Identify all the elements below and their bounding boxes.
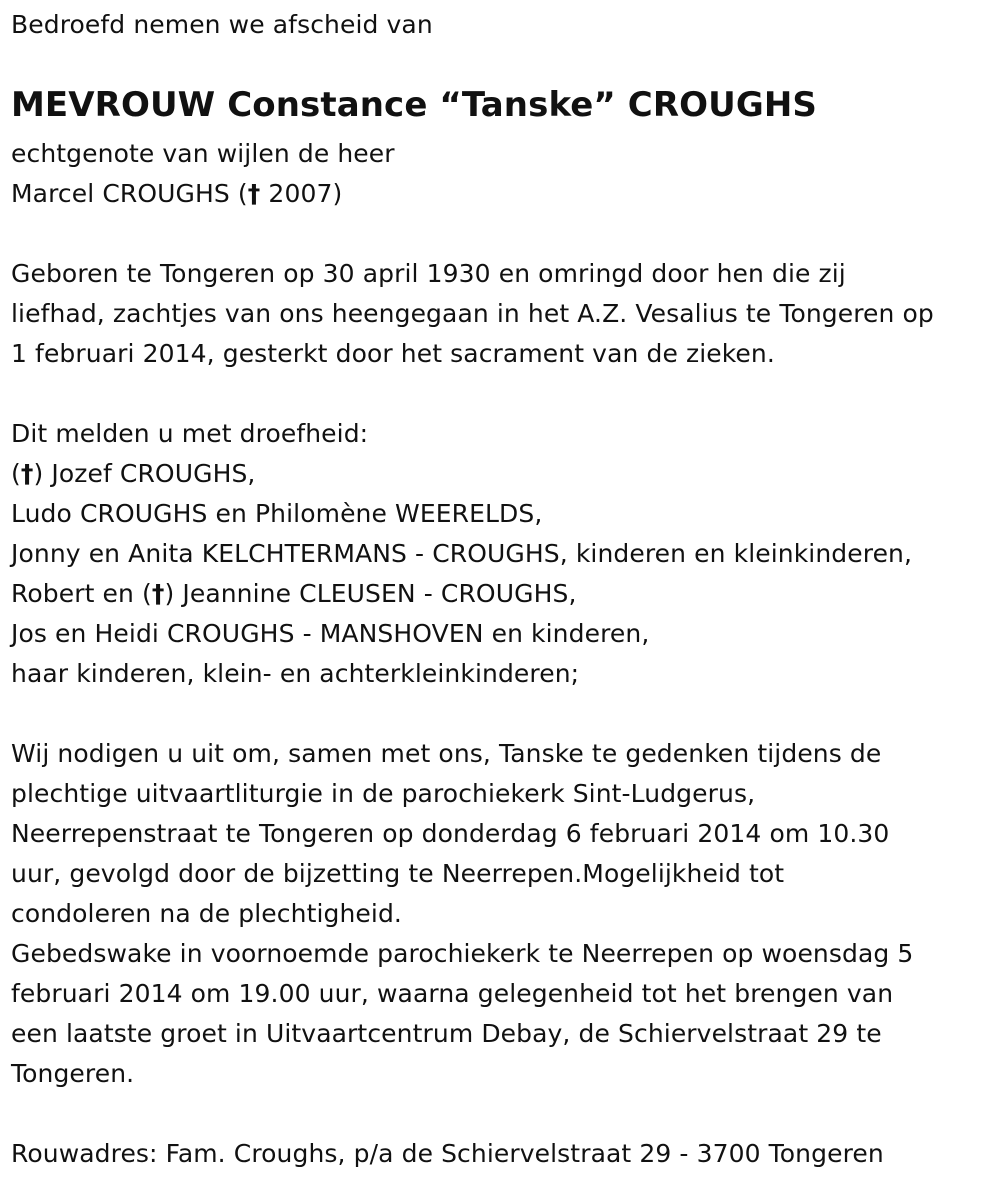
birth-line: Geboren te Tongeren op 30 april 1930 en omringd door hen die zij	[11, 259, 846, 288]
wake-line: Tongeren.	[11, 1059, 135, 1088]
funeral-line: Wij nodigen u uit om, samen met ons, Tanske te gedenken tijdens de	[11, 739, 882, 768]
wake-line: Gebedswake in voornoemde parochiekerk te Neerrepen op woensdag 5	[11, 939, 914, 968]
family-line-robert	[11, 574, 577, 614]
spouse-year: 2007)	[260, 179, 343, 208]
cross-icon: †	[20, 459, 34, 488]
spouse-name: Marcel CROUGHS (	[11, 179, 248, 208]
spouse-name-line	[11, 174, 342, 214]
jozef-text: ) Jozef CROUGHS,	[33, 459, 256, 488]
funeral-line: plechtige uitvaartliturgie in de parochiekerk Sint-Ludgerus,	[11, 779, 756, 808]
funeral-line: condoleren na de plechtigheid.	[11, 899, 402, 928]
paren-open: (	[11, 459, 21, 488]
deceased-name: MEVROUW Constance “Tanske” CROUGHS	[11, 85, 817, 125]
wake-line: februari 2014 om 19.00 uur, waarna gelegenheid tot het brengen van	[11, 979, 894, 1008]
family-line-jos: Jos en Heidi CROUGHS - MANSHOVEN en kinderen,	[11, 619, 650, 648]
funeral-line: uur, gevolgd door de bijzetting te Neerrepen.Mogelijkheid tot	[11, 859, 785, 888]
family-line-jozef	[11, 454, 255, 494]
robert-pre: Robert en (	[11, 579, 152, 608]
birth-line: liefhad, zachtjes van ons heengegaan in het A.Z. Vesalius te Tongeren op	[11, 299, 934, 328]
announce-intro: Dit melden u met droefheid:	[11, 419, 369, 448]
cross-icon: †	[151, 579, 165, 608]
family-line-ludo: Ludo CROUGHS en Philomène WEERELDS,	[11, 499, 543, 528]
birth-line: 1 februari 2014, gesterkt door het sacrament van de zieken.	[11, 339, 775, 368]
intro-line: Bedroefd nemen we afscheid van	[11, 10, 433, 39]
mourning-address: Rouwadres: Fam. Croughs, p/a de Schiervelstraat 29 - 3700 Tongeren	[11, 1139, 884, 1168]
family-line-jonny: Jonny en Anita KELCHTERMANS - CROUGHS, kinderen en kleinkinderen,	[11, 539, 913, 568]
funeral-line: Neerrepenstraat te Tongeren op donderdag 6 februari 2014 om 10.30	[11, 819, 890, 848]
wake-line: een laatste groet in Uitvaartcentrum Debay, de Schiervelstraat 29 te	[11, 1019, 882, 1048]
cross-icon: †	[247, 179, 261, 208]
spouse-relation: echtgenote van wijlen de heer	[11, 139, 395, 168]
family-line-grandchildren: haar kinderen, klein- en achterkleinkinderen;	[11, 659, 580, 688]
robert-post: ) Jeannine CLEUSEN - CROUGHS,	[164, 579, 577, 608]
